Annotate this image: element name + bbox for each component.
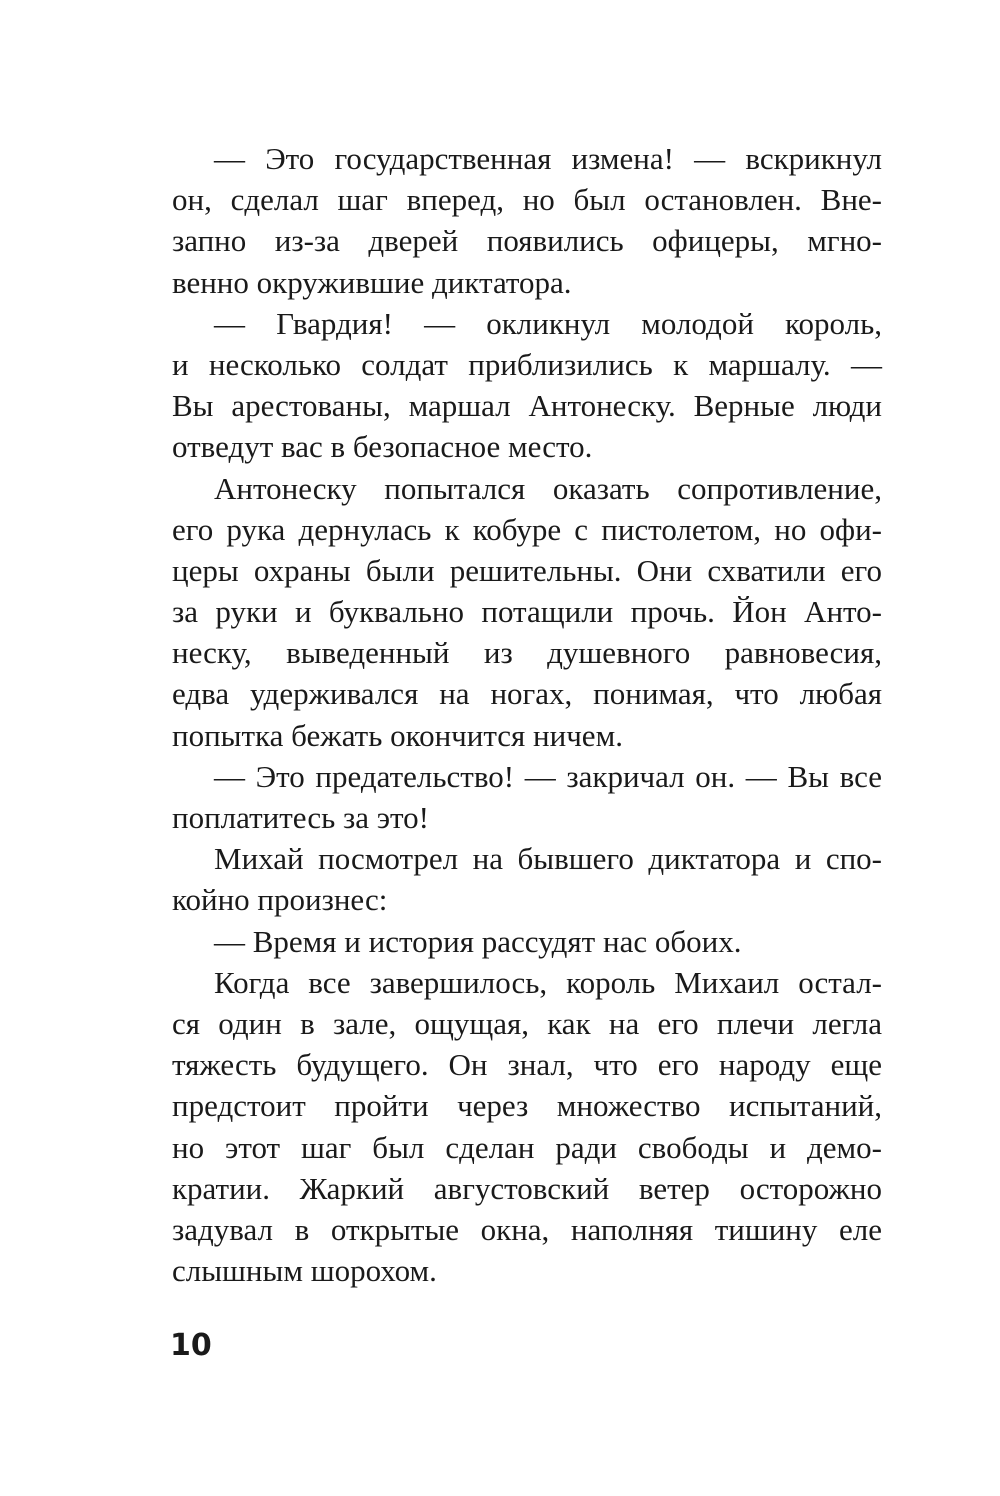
text-line: тяжесть будущего. Он знал, что его народу еще [172, 1047, 882, 1083]
text-line: — Это государственная измена! — вскрикнул [214, 141, 882, 176]
text-line: венно окружившие диктатора. [172, 264, 572, 300]
body-text [172, 138, 882, 1291]
text-line: Антонеску попытался оказать сопротивление, [214, 470, 882, 506]
text-line: и несколько солдат приблизились к маршалу. — [172, 346, 882, 382]
text-line: он, сделал шаг вперед, но был остановлен. Вне- [172, 182, 882, 218]
page-number: 10 [170, 1328, 212, 1363]
text-line: Когда все завершилось, король Михаил остал- [214, 964, 882, 1000]
text-line: Михай посмотрел на бывшего диктатора и спо- [214, 841, 882, 877]
text-line: попытка бежать окончится ничем. [172, 717, 623, 753]
text-line: слышным шорохом. [172, 1253, 437, 1289]
text-line: его рука дернулась к кобуре с пистолетом, но офи- [172, 511, 882, 547]
text-line: койно произнес: [172, 882, 388, 918]
text-line: отведут вас в безопасное место. [172, 429, 593, 465]
text-line: — Время и история рассудят нас обоих. [214, 923, 742, 959]
text-line: кратии. Жаркий августовский ветер осторожно [172, 1170, 882, 1206]
text-line: но этот шаг был сделан ради свободы и демо- [172, 1129, 882, 1165]
text-line: предстоит пройти через множество испытаний, [172, 1088, 882, 1124]
text-line: едва удерживался на ногах, понимая, что любая [172, 676, 882, 712]
text-line: неску, выведенный из душевного равновесия, [172, 635, 882, 671]
text-line: ся один в зале, ощущая, как на его плечи легла [172, 1005, 882, 1041]
text-line: церы охраны были решительны. Они схватили его [172, 552, 882, 588]
text-line: поплатитесь за это! [172, 800, 429, 835]
text-line: — Это предательство! — закричал он. — Вы все [214, 758, 882, 794]
text-line: запно из-за дверей появились офицеры, мгно- [172, 223, 882, 259]
text-line: задувал в открытые окна, наполняя тишину еле [172, 1211, 882, 1247]
text-line: за руки и буквально потащили прочь. Йон Анто- [172, 594, 882, 630]
text-line: Вы арестованы, маршал Антонеску. Верные люди [172, 388, 882, 424]
text-line: — Гвардия! — окликнул молодой король, [214, 305, 882, 341]
